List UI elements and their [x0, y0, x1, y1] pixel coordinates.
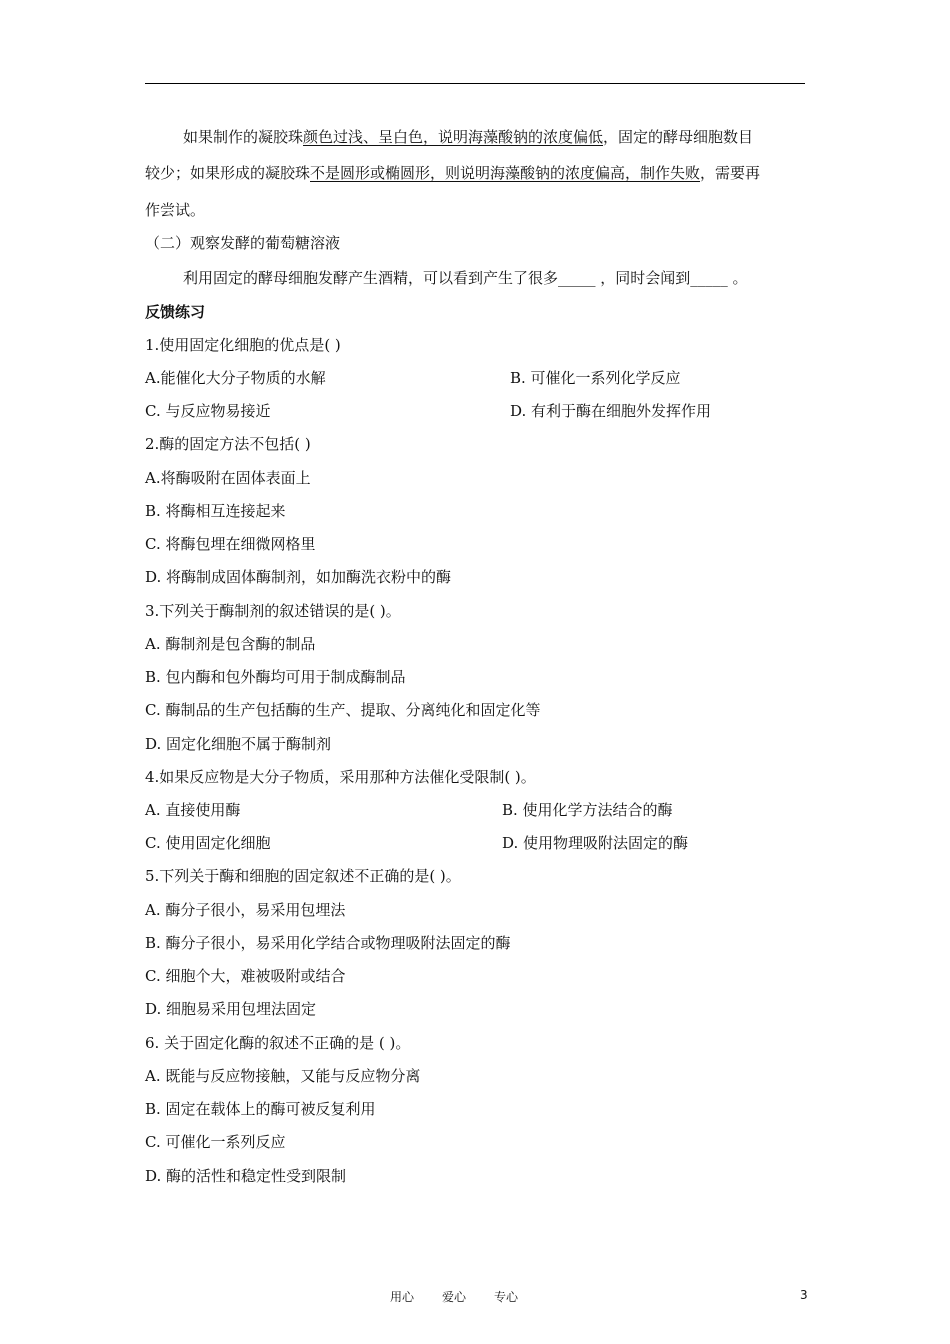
text: ，固定的酵母细胞数目 — [603, 128, 754, 146]
option: B. 包内酶和包外酶均可用于制成酶制品 — [145, 668, 406, 686]
intro-line-3: 作尝试。 — [145, 201, 206, 219]
option: C. 将酶包埋在细微网格里 — [145, 535, 316, 553]
option: A.将酶吸附在固体表面上 — [145, 469, 311, 487]
section-heading: 反馈练习 — [145, 303, 206, 321]
option: A.能催化大分子物质的水解 — [145, 369, 326, 387]
intro-line-2 — [145, 162, 760, 184]
page-number: 3 — [800, 1288, 808, 1302]
text: ，需要再 — [700, 164, 761, 182]
underlined-text: 颜色过浅、呈白色，说明海藻酸钠的浓度偏低 — [303, 128, 604, 146]
option: B. 可催化一系列化学反应 — [510, 369, 681, 387]
option: B. 将酶相互连接起来 — [145, 502, 286, 520]
option: D. 细胞易采用包埋法固定 — [145, 1000, 317, 1018]
intro-line-1 — [145, 126, 753, 148]
option: C. 酶制品的生产包括酶的生产、提取、分离纯化和固定化等 — [145, 701, 541, 719]
text: 如果制作的凝胶珠 — [183, 128, 304, 146]
question-stem: 2.酶的固定方法不包括( ) — [145, 435, 311, 453]
question-stem: 5.下列关于酶和细胞的固定叙述不正确的是( )。 — [145, 867, 461, 885]
motto-word: 用心 — [390, 1290, 415, 1304]
option: D. 酶的活性和稳定性受到限制 — [145, 1167, 347, 1185]
question-stem: 1.使用固定化细胞的优点是( ) — [145, 336, 341, 354]
underlined-text: 不是圆形或椭圆形，则说明海藻酸钠的浓度偏高，制作失败 — [310, 164, 701, 182]
motto-word: 爱心 — [442, 1290, 467, 1304]
option: C. 使用固定化细胞 — [145, 834, 271, 852]
option: C. 可催化一系列反应 — [145, 1133, 286, 1151]
option: A. 既能与反应物接触，又能与反应物分离 — [145, 1067, 421, 1085]
option: D. 将酶制成固体酶制剂，如加酶洗衣粉中的酶 — [145, 568, 452, 586]
option: B. 酶分子很小，易采用化学结合或物理吸附法固定的酶 — [145, 934, 511, 952]
option: D. 固定化细胞不属于酶制剂 — [145, 735, 332, 753]
option: D. 有利于酶在细胞外发挥作用 — [510, 402, 712, 420]
option: A. 酶分子很小，易采用包埋法 — [145, 901, 346, 919]
question-stem: 6. 关于固定化酶的叙述不正确的是 ( )。 — [145, 1034, 411, 1052]
option: B. 固定在载体上的酶可被反复利用 — [145, 1100, 376, 1118]
question-stem: 4.如果反应物是大分子物质，采用那种方法催化受限制( )。 — [145, 768, 536, 786]
question-stem: 3.下列关于酶制剂的叙述错误的是( )。 — [145, 602, 401, 620]
option: A. 直接使用酶 — [145, 801, 241, 819]
option: C. 细胞个大，难被吸附或结合 — [145, 967, 346, 985]
text: 较少；如果形成的凝胶珠 — [145, 164, 311, 182]
section-title: （二）观察发酵的葡萄糖溶液 — [145, 234, 341, 252]
header-rule — [145, 83, 805, 84]
option: B. 使用化学方法结合的酶 — [502, 801, 673, 819]
motto-word: 专心 — [494, 1290, 519, 1304]
option: D. 使用物理吸附法固定的酶 — [502, 834, 689, 852]
option: C. 与反应物易接近 — [145, 402, 271, 420]
observation-text: 利用固定的酵母细胞发酵产生酒精，可以看到产生了很多_____ ，同时会闻到_____ 。 — [183, 269, 748, 287]
footer-motto — [390, 1288, 546, 1305]
option: A. 酶制剂是包含酶的制品 — [145, 635, 316, 653]
